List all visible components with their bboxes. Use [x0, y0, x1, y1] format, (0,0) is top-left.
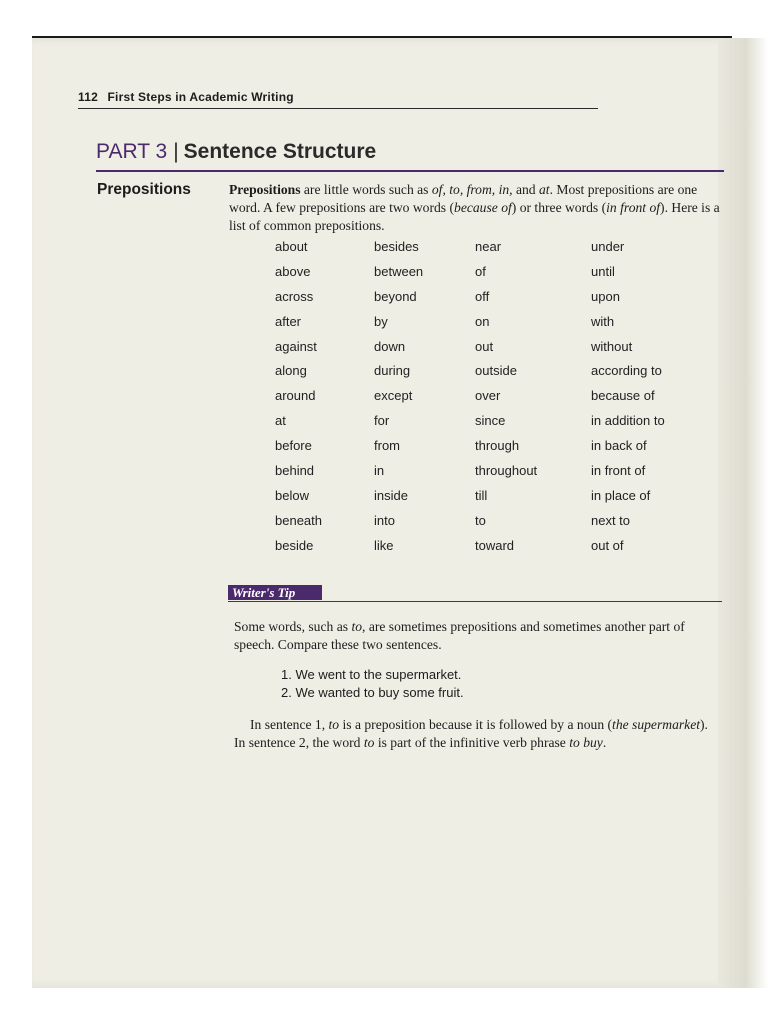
- list-item: outside: [475, 363, 517, 379]
- list-item: across: [275, 288, 314, 304]
- example-sentence-2: 2. We wanted to buy some fruit.: [281, 685, 464, 700]
- running-head: [78, 90, 294, 104]
- tip-text: In sentence 1,: [250, 717, 329, 732]
- list-item: except: [374, 388, 413, 404]
- list-item: during: [374, 363, 411, 379]
- intro-text: ) or three words (: [511, 200, 607, 215]
- tip-italic-word: to: [363, 735, 375, 750]
- list-item: along: [275, 363, 307, 379]
- list-item: beside: [275, 537, 314, 553]
- intro-example: at: [539, 182, 550, 197]
- list-item: behind: [275, 463, 315, 479]
- list-item: beneath: [275, 512, 322, 528]
- tip-text: , are sometimes prepositions and sometimes another part of speech. Compare these two sentences.: [234, 619, 685, 652]
- list-item: with: [591, 313, 615, 329]
- list-item: about: [275, 239, 308, 254]
- list-item: next to: [591, 512, 631, 528]
- list-item: of: [475, 263, 486, 279]
- list-item: throughout: [475, 463, 538, 479]
- list-item: on: [475, 313, 490, 329]
- list-item: below: [275, 487, 309, 503]
- list-item: like: [374, 537, 394, 553]
- term-prepositions: Prepositions: [229, 182, 301, 197]
- list-item: by: [374, 313, 388, 329]
- list-item: inside: [374, 487, 408, 503]
- page-gutter-shadow: [718, 38, 768, 988]
- list-item: through: [475, 438, 520, 454]
- tip-italic-word: the supermarket: [612, 717, 701, 732]
- list-item: since: [475, 413, 506, 429]
- preposition-column-4: [591, 238, 665, 562]
- list-item: into: [374, 512, 395, 528]
- page-number: 112: [78, 90, 98, 104]
- list-item: in addition to: [591, 413, 665, 429]
- list-item: till: [475, 487, 488, 503]
- tip-text: ). In sentence 2, the word: [234, 717, 708, 750]
- part-title-rule: [96, 170, 724, 172]
- example-sentence-1: 1. We went to the supermarket.: [281, 667, 462, 682]
- list-item: out: [475, 338, 494, 354]
- preposition-column-1: [275, 238, 322, 562]
- list-item: according to: [591, 363, 662, 379]
- list-item: in: [374, 463, 385, 479]
- preposition-column-3: [475, 238, 537, 562]
- writers-tip-paragraph-1: [234, 618, 719, 654]
- intro-text: . Most prepositions are one word. A few prepositions are two words (: [229, 182, 698, 215]
- intro-example: in front of: [606, 200, 661, 215]
- intro-text: are little words such as: [300, 182, 432, 197]
- list-item: out of: [591, 537, 624, 553]
- list-item: at: [275, 413, 286, 429]
- side-heading: Prepositions: [97, 181, 191, 198]
- writers-tip-label: Writer's Tip: [228, 585, 322, 600]
- intro-text: ). Here is a list of common prepositions.: [229, 200, 720, 233]
- intro-example: of, to, from, in,: [431, 182, 513, 197]
- list-item: off: [475, 288, 490, 304]
- list-item: near: [475, 239, 502, 254]
- tip-italic-word: to: [328, 717, 340, 732]
- tip-text: .: [602, 735, 607, 750]
- tip-italic-word: to buy: [569, 735, 603, 750]
- part-title: [96, 140, 376, 164]
- part-label: PART 3: [96, 140, 168, 163]
- list-item: because of: [591, 388, 655, 404]
- list-item: beyond: [374, 288, 417, 304]
- list-item: before: [275, 438, 312, 454]
- preposition-column-2: [374, 238, 423, 562]
- list-item: toward: [475, 537, 515, 553]
- tip-text: Some words, such as: [234, 619, 352, 634]
- intro-paragraph: [229, 181, 724, 235]
- book-title: First Steps in Academic Writing: [107, 90, 294, 104]
- intro-example: because of: [454, 200, 512, 215]
- list-item: from: [374, 438, 400, 454]
- list-item: in front of: [591, 463, 646, 479]
- list-item: for: [374, 413, 390, 429]
- writers-tip-rule: [228, 601, 722, 602]
- list-item: down: [374, 338, 406, 354]
- part-separator: |: [173, 140, 179, 163]
- list-item: in place of: [591, 487, 651, 503]
- list-item: between: [374, 263, 424, 279]
- list-item: in back of: [591, 438, 647, 454]
- list-item: above: [275, 263, 311, 279]
- tip-text: is part of the infinitive verb phrase: [374, 735, 570, 750]
- tip-text: is a preposition because it is followed by a noun (: [339, 717, 613, 732]
- list-item: besides: [374, 239, 419, 254]
- list-item: without: [591, 338, 633, 354]
- writers-tip-paragraph-2: [234, 716, 719, 752]
- section-title: Sentence Structure: [183, 140, 377, 163]
- list-item: after: [275, 313, 302, 329]
- list-item: against: [275, 338, 317, 354]
- list-item: until: [591, 263, 615, 279]
- example-sentences: [281, 666, 464, 702]
- list-item: under: [591, 239, 625, 254]
- tip-italic-word: to: [351, 619, 363, 634]
- list-item: over: [475, 388, 501, 404]
- running-head-rule: [78, 108, 598, 109]
- list-item: around: [275, 388, 316, 404]
- list-item: to: [475, 512, 486, 528]
- intro-text: and: [512, 182, 539, 197]
- list-item: upon: [591, 288, 620, 304]
